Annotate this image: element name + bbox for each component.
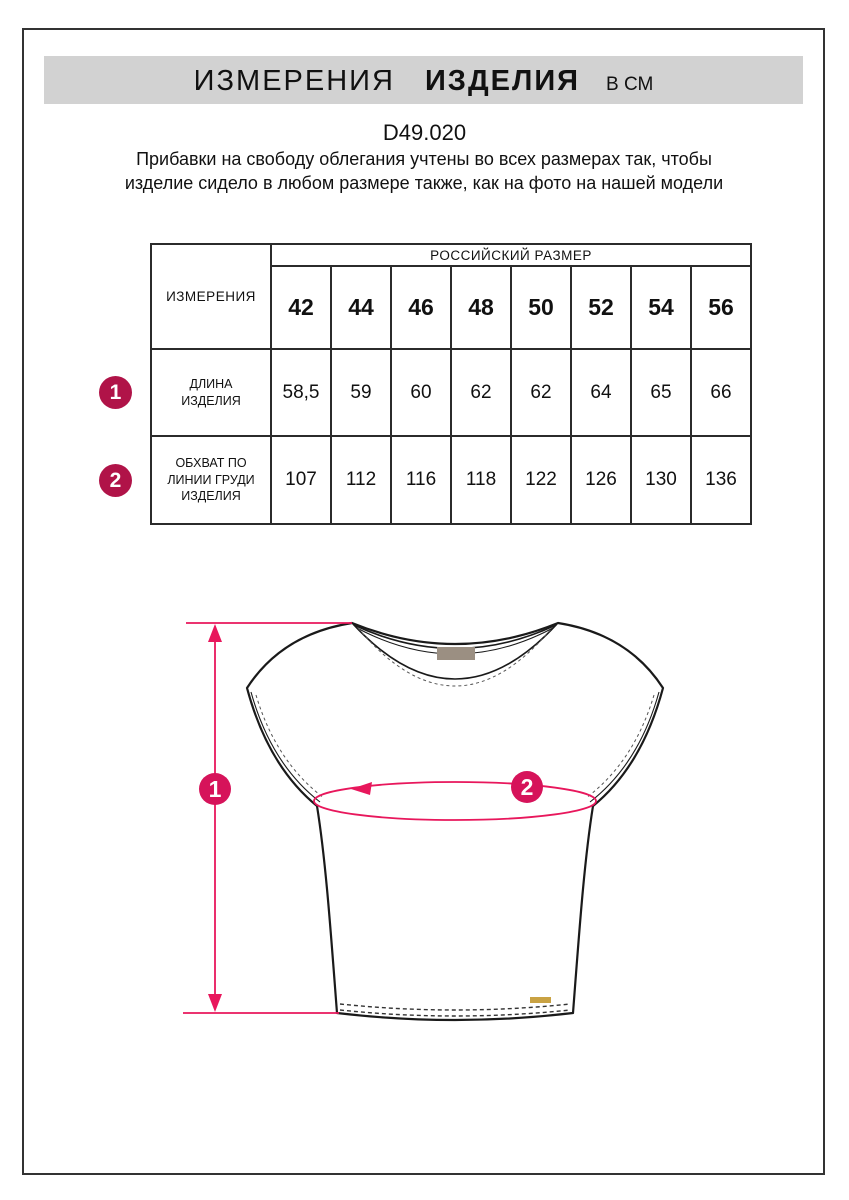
length-value-cell: 62 [451, 349, 511, 436]
chest-value-cell: 136 [691, 436, 751, 524]
length-value-cell: 66 [691, 349, 751, 436]
chest-value-cell: 116 [391, 436, 451, 524]
size-column-header: 50 [511, 266, 571, 349]
size-column-header: 46 [391, 266, 451, 349]
table-row-chest [151, 436, 751, 524]
size-column-header: 48 [451, 266, 511, 349]
length-value-cell: 62 [511, 349, 571, 436]
length-value-cell: 59 [331, 349, 391, 436]
row-marker-2: 2 [99, 464, 132, 497]
size-column-header: 56 [691, 266, 751, 349]
brand-hem-label [530, 997, 551, 1003]
chest-value-cell: 130 [631, 436, 691, 524]
size-column-header: 54 [631, 266, 691, 349]
length-value-cell: 64 [571, 349, 631, 436]
title-bar [44, 56, 803, 104]
size-column-header: 52 [571, 266, 631, 349]
product-code: D49.020 [382, 120, 467, 145]
length-arrowhead-bottom [208, 994, 222, 1012]
row-label-chest: ОБХВАТ ПО ЛИНИИ ГРУДИ ИЗДЕЛИЯ [151, 436, 271, 524]
size-table-wrap [150, 243, 752, 525]
length-value-cell: 58,5 [271, 349, 331, 436]
tshirt-outline [247, 623, 663, 1020]
measurements-column-header: ИЗМЕРЕНИЯ [151, 244, 271, 349]
diagram-marker-1: 1 [208, 776, 222, 802]
chest-value-cell: 112 [331, 436, 391, 524]
chest-value-cell: 122 [511, 436, 571, 524]
title-measurements: ИЗМЕРЕНИЯ [193, 65, 395, 97]
length-value-cell: 65 [631, 349, 691, 436]
title-product: ИЗДЕЛИЯ [424, 65, 581, 97]
length-arrowhead-top [208, 624, 222, 642]
chest-value-cell: 107 [271, 436, 331, 524]
size-column-header: 44 [331, 266, 391, 349]
fit-description: Прибавки на свободу облегания учтены во всех размерах так, чтобы изделие сидело в любом размере также, как на фото на нашей модели [124, 149, 724, 193]
table-row-length [151, 349, 751, 436]
size-group-header: РОССИЙСКИЙ РАЗМЕР [271, 244, 751, 266]
neck-label [437, 647, 475, 660]
chest-value-cell: 126 [571, 436, 631, 524]
chest-value-cell: 118 [451, 436, 511, 524]
diagram-marker-2: 2 [520, 774, 534, 800]
row-marker-1: 1 [99, 376, 132, 409]
length-value-cell: 60 [391, 349, 451, 436]
size-column-header: 42 [271, 266, 331, 349]
size-table [150, 243, 752, 525]
garment-diagram [170, 595, 710, 1040]
row-label-length: ДЛИНА ИЗДЕЛИЯ [151, 349, 271, 436]
title-units: В СМ [606, 74, 654, 95]
